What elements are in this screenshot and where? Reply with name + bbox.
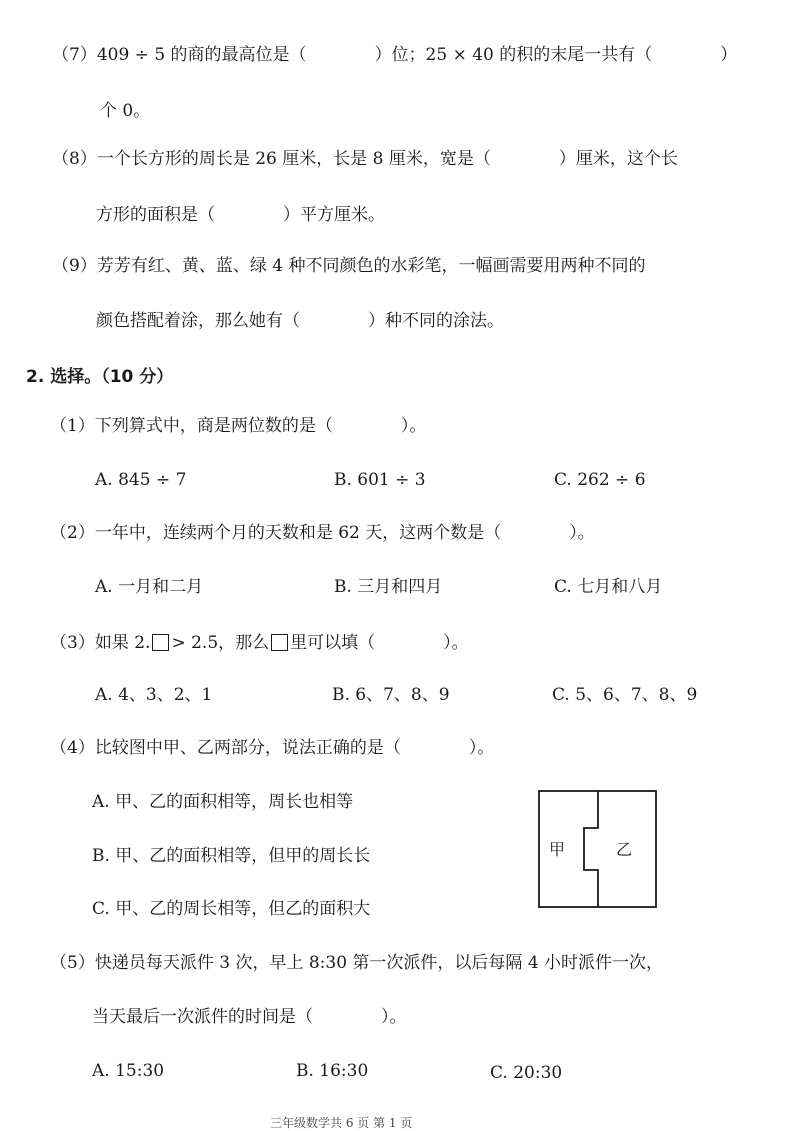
figure-divider-line	[584, 791, 598, 907]
figure-label-jia: 甲	[549, 840, 566, 859]
page-footer: 三年级数学共 6 页 第 1 页	[270, 1116, 413, 1130]
choice-5-option-b: B. 16:30	[296, 1061, 369, 1081]
question-8-line-1: （8）一个长方形的周长是 26 厘米，长是 8 厘米，宽是（ ）厘米，这个长	[52, 149, 678, 169]
question-number: （9）	[52, 256, 97, 276]
choice-3-option-c: C. 5、6、7、8、9	[552, 685, 698, 705]
section-2-title: 2. 选择。（10 分）	[26, 367, 174, 387]
question-number: （5）	[50, 953, 95, 973]
choice-1-stem: （1）下列算式中，商是两位数的是（ ）。	[50, 416, 427, 436]
question-9-line-1: （9）芳芳有红、黄、蓝、绿 4 种不同颜色的水彩笔，一幅画需要用两种不同的	[52, 256, 646, 276]
question-9-line-2: 颜色搭配着涂，那么她有（ ）种不同的涂法。	[96, 311, 504, 331]
figure-label-yi: 乙	[616, 840, 633, 859]
choice-4-option-a: A. 甲、乙的面积相等，周长也相等	[92, 792, 354, 812]
choice-3-stem: （3）如果 2. > 2.5，那么 里可以填（ ）。	[50, 633, 469, 653]
choice-4-option-b: B. 甲、乙的面积相等，但甲的周长长	[92, 846, 371, 866]
question-7-line-2: 个 0。	[100, 101, 151, 121]
question-number: （7）	[52, 45, 97, 65]
question-number: （3）	[50, 633, 95, 653]
question-number: （8）	[52, 149, 97, 169]
question-number: （4）	[50, 738, 95, 758]
question-number: （1）	[50, 416, 95, 436]
choice-4-option-c: C. 甲、乙的周长相等，但乙的面积大	[92, 899, 371, 919]
question-number: （2）	[50, 523, 95, 543]
blank-square-box	[152, 634, 169, 651]
choice-2-option-c: C. 七月和八月	[554, 577, 663, 597]
choice-3-option-b: B. 6、7、8、9	[332, 685, 450, 705]
choice-5-option-c: C. 20:30	[490, 1063, 563, 1083]
choice-4-stem: （4）比较图中甲、乙两部分，说法正确的是（ ）。	[50, 738, 495, 758]
question-7-line-1: （7）409 ÷ 5 的商的最高位是（ ）位；25 × 40 的积的末尾一共有（ ）	[52, 45, 738, 65]
choice-2-option-b: B. 三月和四月	[334, 577, 443, 597]
choice-5-stem-line-2: 当天最后一次派件的时间是（ ）。	[92, 1007, 407, 1027]
choice-1-option-a: A. 845 ÷ 7	[95, 470, 187, 490]
choice-1-option-b: B. 601 ÷ 3	[334, 470, 426, 490]
blank-square-box	[271, 634, 288, 651]
choice-3-option-a: A. 4、3、2、1	[95, 685, 213, 705]
choice-2-option-a: A. 一月和二月	[95, 577, 204, 597]
choice-5-stem-line-1: （5）快递员每天派件 3 次，早上 8:30 第一次派件，以后每隔 4 小时派件一次，	[50, 953, 664, 973]
question-8-line-2: 方形的面积是（ ）平方厘米。	[96, 205, 385, 225]
comparison-figure	[538, 790, 658, 910]
choice-5-option-a: A. 15:30	[92, 1061, 165, 1081]
choice-2-stem: （2）一年中，连续两个月的天数和是 62 天，这两个数是（ ）。	[50, 523, 595, 543]
choice-1-option-c: C. 262 ÷ 6	[554, 470, 646, 490]
